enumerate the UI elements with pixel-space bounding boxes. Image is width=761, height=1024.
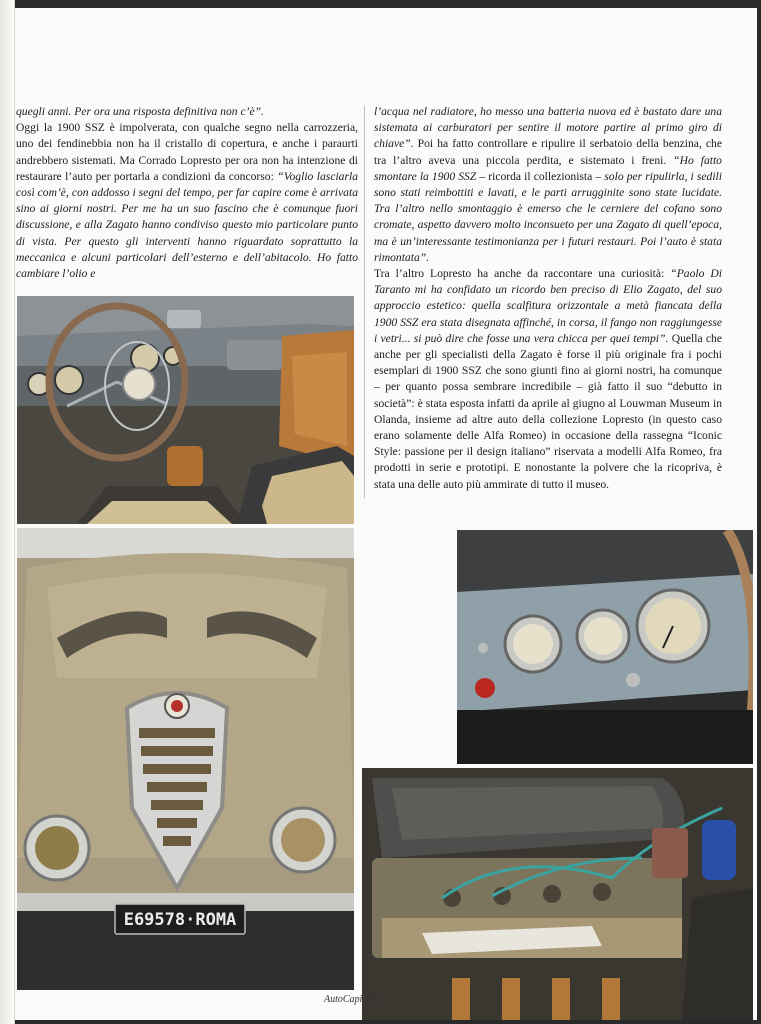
photo-car-interior	[17, 296, 354, 524]
photo-engine-bay	[362, 768, 753, 1020]
photo-car-front	[17, 528, 354, 990]
magazine-page	[12, 8, 757, 1020]
page-spine	[0, 0, 15, 1024]
paragraph: quegli anni. Per ora una risposta definitiva non c’è”.	[16, 105, 264, 118]
paragraph: l’acqua nel radiatore, ho messo una batteria nuova ed è bastato dare una sistemata ai carburatori per sentire il motore partire al primo giro di chiave”. Poi ha fatto controllare e ripulire il serbatoio della benzina, che tra l’altro aveva una piccola perdita, e sistemato i freni. “Ho fatto smontare la 1900 SSZ – ricorda il collezionista – solo per ripulirla, i sedili sono stati reimbottiti e lavati, e le parti arrugginite sono state lucidate. Tra l’altro nello smontaggio è emerso che le cerniere del cofano sono cromate, aspetto davvero molto inconsueto per una Zagato di quell’epoca, ma è un’interessante testimonianza per i futuri restauri. Poi l’auto è stata rimontata”.	[374, 105, 722, 264]
article-right-column	[374, 104, 722, 493]
magazine-name: AutoCapi	[324, 994, 363, 1005]
license-plate: E69578·ROMA	[123, 910, 237, 930]
article-left-column	[16, 104, 358, 282]
paragraph: Oggi la 1900 SSZ è impolverata, con qualche segno nella carrozzeria, uno dei fendinebbia non ha il cristallo di copertura, e anche i paraurti andrebbero sistemati. Ma Corrado Lopresto per ora non ha intenzione di restaurare l’auto per portarla a condizioni da concorso: “Voglio lasciarla così com’è, con addosso i segni del tempo, per far capire come è arrivata sino ai giorni nostri. Per me ha un suo fascino che è comunque fuori discussione, e alla Zagato hanno condiviso questo mio particolare punto di vista. Per questo gli interventi hanno riguardato soprattutto la meccanica e alcuni particolari dell’esterno e dell’abitacolo. Ho fatto cambiare l’olio e	[16, 121, 359, 281]
page-footer	[324, 994, 380, 1005]
photo-dashboard-gauges	[457, 530, 753, 764]
page-number: 105	[364, 994, 380, 1005]
bleed-through-text	[26, 28, 746, 78]
paragraph: Tra l’altro Lopresto ha anche da raccontare una curiosità: “Paolo Di Taranto mi ha confidato un ricordo ben preciso di Elio Zagato, del suo approccio estetico: quella scalfitura orizzontale a metà fiancata della 1900 SSZ era stata disegnata affinché, in corsa, il fango non raggiungesse i vetri... si può dire che fosse una vera chicca per quei tempi”. Quella che anche per gli specialisti della Zagato è forse il più originale fra i pochi esemplari di 1900 SSZ che sono giunti fino ai giorni nostri, ha comunque – per quanto possa sembrare incredibile – già fatto il suo “debutto in società”: è stata esposta infatti da aprile al giugno al Louwman Museum in Olanda, insieme ad altre auto della collezione Lopresto (in questo caso erano solamente delle Alfa Romeo) in occasione della rassegna “Iconic Style: passione per il design italiano” riservata a modelli Alfa Romeo, fra prodotti in serie e prototipi. E nonostante la polvere che la ricopriva, è stata una delle auto più ammirate di tutto il museo.	[374, 267, 722, 491]
column-divider	[364, 106, 365, 498]
